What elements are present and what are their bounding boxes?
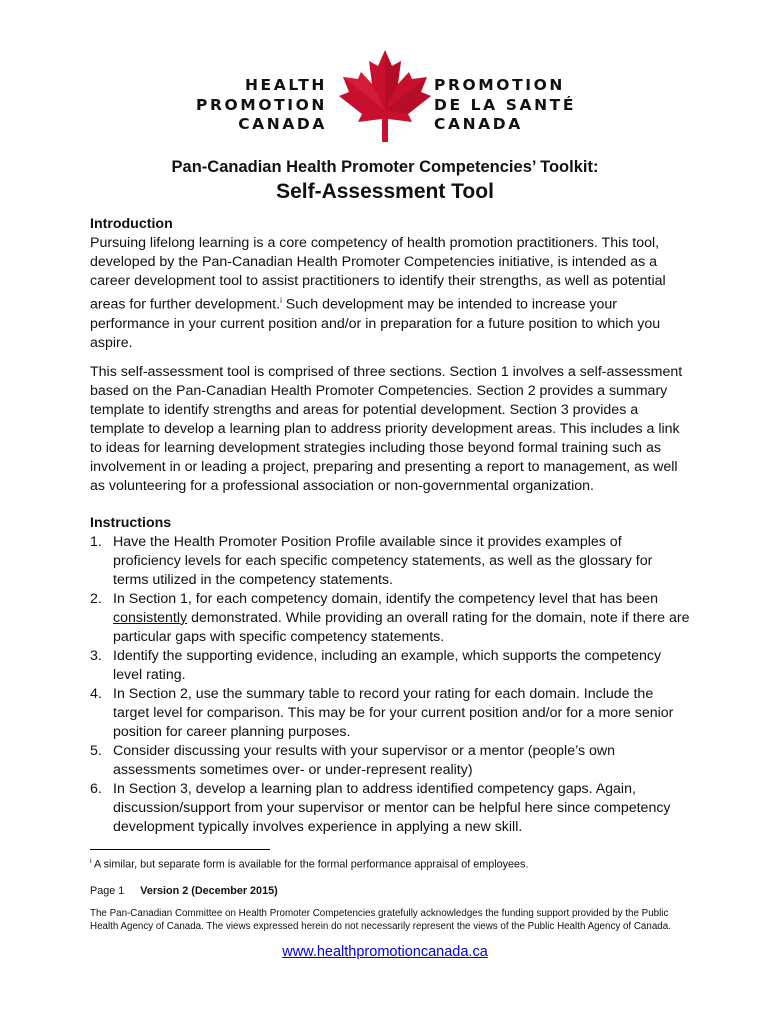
page-number: Page 1 — [90, 885, 125, 897]
footnote-divider — [90, 849, 270, 850]
version-label: Version 2 (December 2015) — [140, 885, 278, 897]
document-title: Self-Assessment Tool — [276, 180, 494, 203]
instructions-list — [90, 533, 690, 837]
page-info — [90, 884, 278, 898]
logo-text-english: HEALTH PROMOTION CANADA — [196, 76, 327, 133]
list-item: 2. In Section 1, for each competency domain, identify the competency level that has been consistently demonstrated. While providing an overall rating for the domain, note if there are particular gaps with specific competency statements. — [90, 590, 690, 645]
intro-paragraph-1: Pursuing lifelong learning is a core competency of health promotion practitioners. This tool, developed by the Pan-Canadian Health Promoter Competencies initiative, is intended as a career development tool to assist practitioners to identify their strengths, as well as potential areas for further development.$^i$ Such development may be intended to increase your performance in your current position and/or in preparation for a future position to which you aspire. — [90, 235, 666, 351]
list-item: 5. Consider discussing your results with your supervisor or a mentor (people’s own assessments sometimes over- or under-represent reality) — [90, 742, 616, 778]
intro-paragraph-2: This self-assessment tool is comprised of three sections. Section 1 involves a self-assessment based on the Pan-Canadian Health Promoter Competencies. Section 2 provides a summary template to identify strengths and areas for potential development. Section 3 provides a template to develop a learning plan to address priority development areas. This includes a link to ideas for learning development strategies including those beyond formal training such as involvement in or leading a project, preparing and presenting a report to management, as well as volunteering for a professional association or non-governmental organization. — [90, 363, 683, 494]
introduction-heading: Introduction — [90, 216, 173, 232]
instructions-heading: Instructions — [90, 514, 172, 531]
funding-acknowledgement: The Pan-Canadian Committee on Health Promoter Competencies gratefully acknowledges the funding support provided by the Public Health Agency of Canada. The views expressed herein do not necessarily represent the views of the Public Health Agency of Canada. — [90, 908, 671, 932]
list-item: 6. In Section 3, develop a learning plan to address identified competency gaps. Again, discussion/support from your supervisor or mentor can be helpful here since competency development typically involves experience in applying a new skill. — [90, 780, 671, 835]
document-body — [90, 215, 690, 837]
maple-leaf-icon — [335, 50, 435, 142]
logo-text-french: PROMOTION DE LA SANTÉ CANADA — [434, 76, 577, 133]
document-subtitle: Pan-Canadian Health Promoter Competencies’ Toolkit: — [171, 158, 599, 176]
instructions-section — [90, 514, 690, 837]
list-item: 1. Have the Health Promoter Position Profile available since it provides examples of proficiency levels for each specific competency statements, as well as the glossary for terms utilized in the competency statements. — [90, 533, 653, 588]
footnote: $^i$ A similar, but separate form is available for the formal performance appraisal of employees. — [90, 858, 529, 871]
logo — [0, 40, 770, 140]
document-heading — [0, 157, 770, 205]
list-item: 3. Identify the supporting evidence, including an example, which supports the competency level rating. — [90, 647, 662, 683]
emphasis-consistently: consistently — [113, 609, 188, 626]
list-item: 4. In Section 2, use the summary table to record your rating for each domain. Include the target level for comparison. This may be for your current position and/or for a more senior position for career planning purposes. — [90, 685, 674, 740]
footnote-reference: i — [280, 296, 282, 305]
website-link[interactable]: www.healthpromotioncanada.ca — [282, 944, 488, 960]
